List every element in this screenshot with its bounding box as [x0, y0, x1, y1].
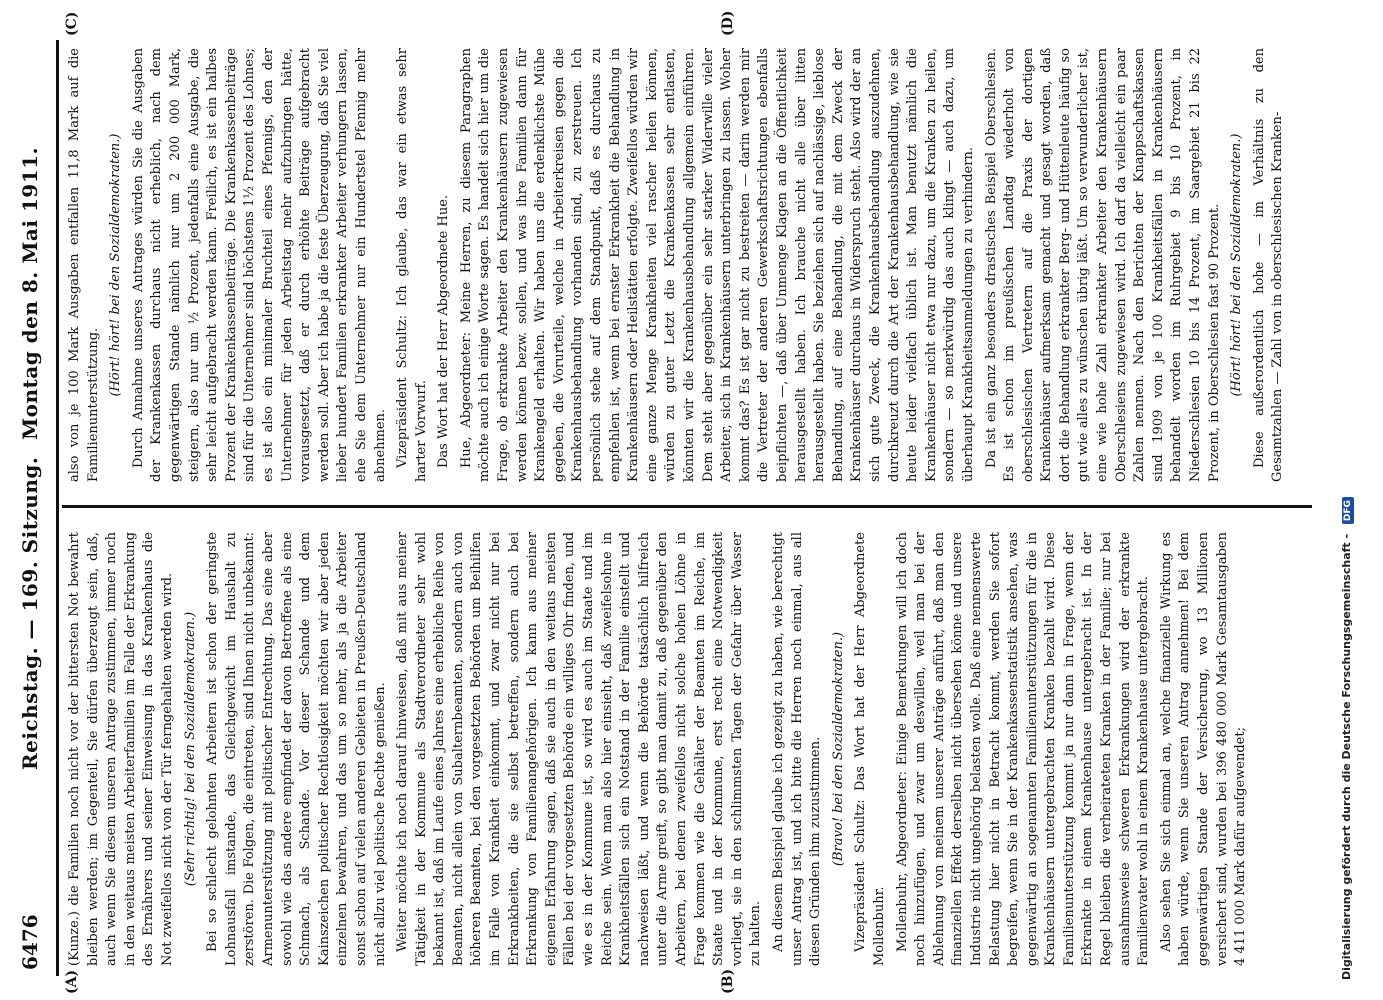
margin-mark-b: (B): [720, 968, 736, 994]
interjection: (Bravo! bei den Sozialdemokraten.): [830, 631, 846, 867]
speaker-announcement: Vizepräsident Schultz: Ich glaube, das war ein etwas sehr harter Vorwurf.: [395, 48, 429, 482]
interjection: (Hört! hört! bei den Sozialdemokraten.): [1229, 133, 1245, 397]
left-column: [66, 532, 1296, 966]
paragraph: Hue, Abgeordneter: Meine Herren, zu diesem Paragraphen möchte auch ich einige Worte sagen. Es handelt sich hier um die Frage, ob erkrankte Arbeiter den Krankenhäusern zugewiesen werden können bezw. sollen, und was ihre Familien dann für Krankengeld erhalten. Wir haben uns die erdenklichste Mühe gegeben, die Vorurteile, welche in Arbeiterkreisen gegen die Krankenhausbehandlung vorhanden sind, zu zerstreuen. Ich persönlich stehe auf dem Standpunkt, daß es durchaus zu empfehlen ist, wenn bei ernster Erkrankheit die Behandlung in Krankenhäusern oder Heilstätten erfolgte. Zweifellos würden wir eine ganze Menge Krankheiten viel rascher heilen können, würden zu guter Letzt die Krankenkassen sehr entlasten, könnten wir die Krankenhausbehandlung allgemein einführen. Dem steht aber gegenüber ein sehr starker Widerwille vieler Arbeiter, sich in Krankenhäusern unterbringen zu lassen. Woher kommt das? Es ist gar nicht zu bestreiten — darin werden mir die Vertreter der anderen Gewerkschaftsrichtungen ebenfalls beipflichten —, daß über Unmenge Klagen an die Öffentlichkeit herausgestellt haben. Ich brauche nicht alle über litten herausgestellt haben. Sie beziehen sich auf nachlässige, lieblose Behandlung, auf eine Behandlung, die mit dem Zweck der Krankenhäuser durchaus in Widerspruch steht. Also wird der an sich gute Zweck, die Krankenhausbehandlung auszudehnen, durchkreuzt durch die Art der Krankenhausbehandlung, wie sie heute leider vielfach üblich ist. Man benutzt nämlich die Krankenhäuser nicht etwa nur dazu, um die Kranken zu heilen, sondern — so merkwürdig das auch klingt — auch dazu, um überhaupt Krankheitsanmeldungen zu verhindern.: [458, 48, 976, 482]
paragraph: An diesem Beispiel glaube ich gezeigt zu haben, wie berechtigt unser Antrag ist, und ich bitte die Herren noch einmal, aus all diesen Gründen ihm zuzustimmen.: [770, 532, 824, 966]
margin-mark-d: (D): [720, 10, 736, 36]
credit-text: Digitalisierung gefördert durch die Deutsche Forschungsgemeinschaft -: [1340, 533, 1353, 980]
right-column: [66, 48, 1296, 482]
digitization-credit: [1340, 20, 1366, 980]
dfg-logo: DFG: [1342, 497, 1354, 524]
session-date: Montag den 8. Mai 1911.: [18, 146, 42, 440]
interjection: (Sehr richtig! bei den Sozialdemokraten.): [182, 611, 198, 887]
page-number: 6476: [18, 914, 42, 970]
paragraph: (Kunze.) die Familien noch nicht vor der bittersten Not bewahrt bleiben werden; im Gegenteil, Sie dürfen überzeugt sein, daß, auch wenn Sie diesem unseren Antrage zustimmen, immer noch in den weitaus meisten Arbeiterfamilien im Falle der Erkrankung des Ernährers und seiner Einweisung in das Krankenhaus die Not zweifellos nicht von der Tür ferngehalten werden wird.: [67, 532, 175, 966]
margin-mark-c: (C): [64, 11, 80, 36]
margin-mark-a: (A): [64, 969, 80, 994]
speaker-announcement: Das Wort hat der Herr Abgeordnete Hue.: [436, 194, 452, 468]
paragraph: Mollenbuhr, Abgeordneter: Einige Bemerkungen will ich doch noch hinzufügen, und zwar um deswillen, weil man bei der Ablehnung von meinem unserer Anträge anführt, daß man den finanziellen Effekt derselben nicht übersehen könne und unsere Industrie nicht ungehörig belasten wolle. Daß eine nennenswerte Belastung hier nicht in Betracht kommt, werden Sie sofort begreifen, wenn Sie in der Krankenkassenstatistik ansehen, was gegenwärtig an sogenannten Familienunterstützungen für die in Krankenhäusern untergebrachten Kranken bezahlt wird. Diese Familienunterstützung kommt ja nur dann in Frage, wenn der Erkrankte in einem Krankenhause untergebracht ist. In der Regel bleiben die verheirateten Kranken in der Familie; nur bei ausnahmsweise schweren Erkrankungen wird der erkrankte Familienvater wohl in einem Krankenhause untergebracht.: [894, 532, 1152, 966]
paragraph: Durch Annahme unseres Antrages würden Sie die Ausgaben der Krankenkassen durchaus nicht erheblich, nach dem gegenwärtigen Stande nämlich nur um 2 200 000 Mark, steigern, also nur um ½ Prozent, jedenfalls eine Ausgabe, die sehr leicht aufgebracht werden kann. Freilich, es ist ein halbes Prozent der Krankenkassenbeiträge. Die Krankenkassenbeiträge sind für die Unternehmer sind höchstens 1½ Prozent des Lohnes; es ist also ein minimaler Bruchteil eines Pfennigs, den der Unternehmer für jeden Arbeitstag mehr aufzubringen hätte, vorausgesetzt, daß er durch erhöhte Beiträge aufgebracht werden soll. Aber ich habe ja die feste Überzeugung, daß Sie viel lieber hundert Familien erkrankter Arbeiter verhungern lassen, ehe Sie dem Unternehmer nur ein Hundertstel Pfennig mehr abnehmen.: [130, 48, 388, 482]
interjection: (Hört! hört! bei den Sozialdemokraten.): [108, 133, 124, 397]
column-divider: [62, 505, 1312, 508]
paragraph: Diese außerordentlich hohe — im Verhältnis zu den Gesamtzahlen — Zahl von in oberschlesischen Kranken-: [1251, 48, 1286, 482]
paragraph: also von je 100 Mark Ausgaben entfallen 11,8 Mark auf die Familienunterstützung.: [67, 48, 101, 482]
paragraph: Bei so schlecht gelohnten Arbeitern ist schon der geringste Lohnausfall imstande, das Gleichgewicht im Haushalt zu zerstören. Die Folgen, die eintreten, sind Ihnen nicht unbekannt: Armenunterstützung mit politischer Entrechtung. Das eine aber sowohl wie das andere empfindet der davon Betroffene als eine Schmach, als Schande. Vor dieser Schande und dem Kainszeichen politischer Rechtlosigkeit möchten wir aber jeden einzelnen bewahren, und das um so mehr, als ja die Arbeiter sonst schon auf vielen anderen Gebieten in Preußen-Deutschland nicht allzu viel politische Rechte genießen.: [205, 532, 388, 966]
paragraph: Also sehen Sie sich einmal an, welche finanzielle Wirkung es haben würde, wenn Sie unseren Antrag annehmen! Bei dem gegenwärtigen Stande der Versicherung, wo 13 Millionen versichert sind, wurden bei 396 480 000 Mark Gesamtausgaben 4 411 000 Mark dafür aufgewendet;: [1158, 532, 1249, 966]
session-title: Reichstag. — 169. Sitzung.: [18, 456, 42, 770]
header-rule: [56, 40, 59, 976]
paragraph: Weiter möchte ich noch darauf hinweisen, daß mit aus meiner Tätigkeit in der Kommune als Stadtverordneter sehr wohl bekannt ist, daß im Laufe eines Jahres eine erhebliche Reihe von Beamten, nicht allein von Subalternbeamten, sondern auch von höheren Beamten, bei den vorgesetzten Behörden um Beihilfen im Falle von Krankheit einkommt, und zwar nicht nur bei Erkrankheiten, die sie selbst betreffen, sondern auch bei Erkrankung von Familienangehörigen. Ich kann aus meiner eigenen Erfahrung sagen, daß sie auch in den weitaus meisten Fällen bei der vorgesetzten Behörde ein williges Ohr finden, und wie es in der Kommune ist, so wird es auch im Staate und im Reiche sein. Wenn man also hier einsieht, daß zweifelsohne in Krankheitsfällen sich ein Notstand in der Familie einstellt und nachweisen läßt, und wenn die Behörde tatsächlich hilfreich unter die Arme greift, so gibt man damit zu, daß gegenüber den Arbeitern, bei denen zweifellos nicht solche hohen Löhne in Frage kommen wie die Gehälter der Beamten im Reiche, im Staate und in der Kommune, erst recht eine Notwendigkeit vorliegt, sie in den schlimmsten Tagen der Gefahr über Wasser zu halten.: [395, 532, 764, 966]
speaker-announcement: Vizepräsident Schultz: Das Wort hat der Herr Abgeordnete Mollenbuhr.: [853, 532, 887, 966]
paragraph: Da ist ein ganz besonders drastisches Beispiel Oberschlesien. Es ist schon im preußischen Landtag wiederholt von oberschlesischen Vertretern auf die Praxis der dortigen Krankenhäuser aufmerksam gemacht und gesagt worden, daß dort die Behandlung erkrankter Berg- und Hüttenleute häufig so gut wie alles zu wünschen übrig läßt. Um so verwunderlicher ist, eine wie hohe Zahl erkrankter Arbeiter den Krankenhäusern Oberschlesiens zugewiesen wird. Ich darf da vielleicht ein paar Zahlen nennen. Nach den Berichten der Knappschaftskassen sind 1909 von je 100 Krankheitsfällen in Krankenhäusern behandelt worden im Ruhrgebiet 9 bis 10 Prozent, in Niederschlesien 10 bis 14 Prozent, im Saargebiet 21 bis 22 Prozent, in Oberschlesien fast 90 Prozent.: [983, 48, 1222, 482]
